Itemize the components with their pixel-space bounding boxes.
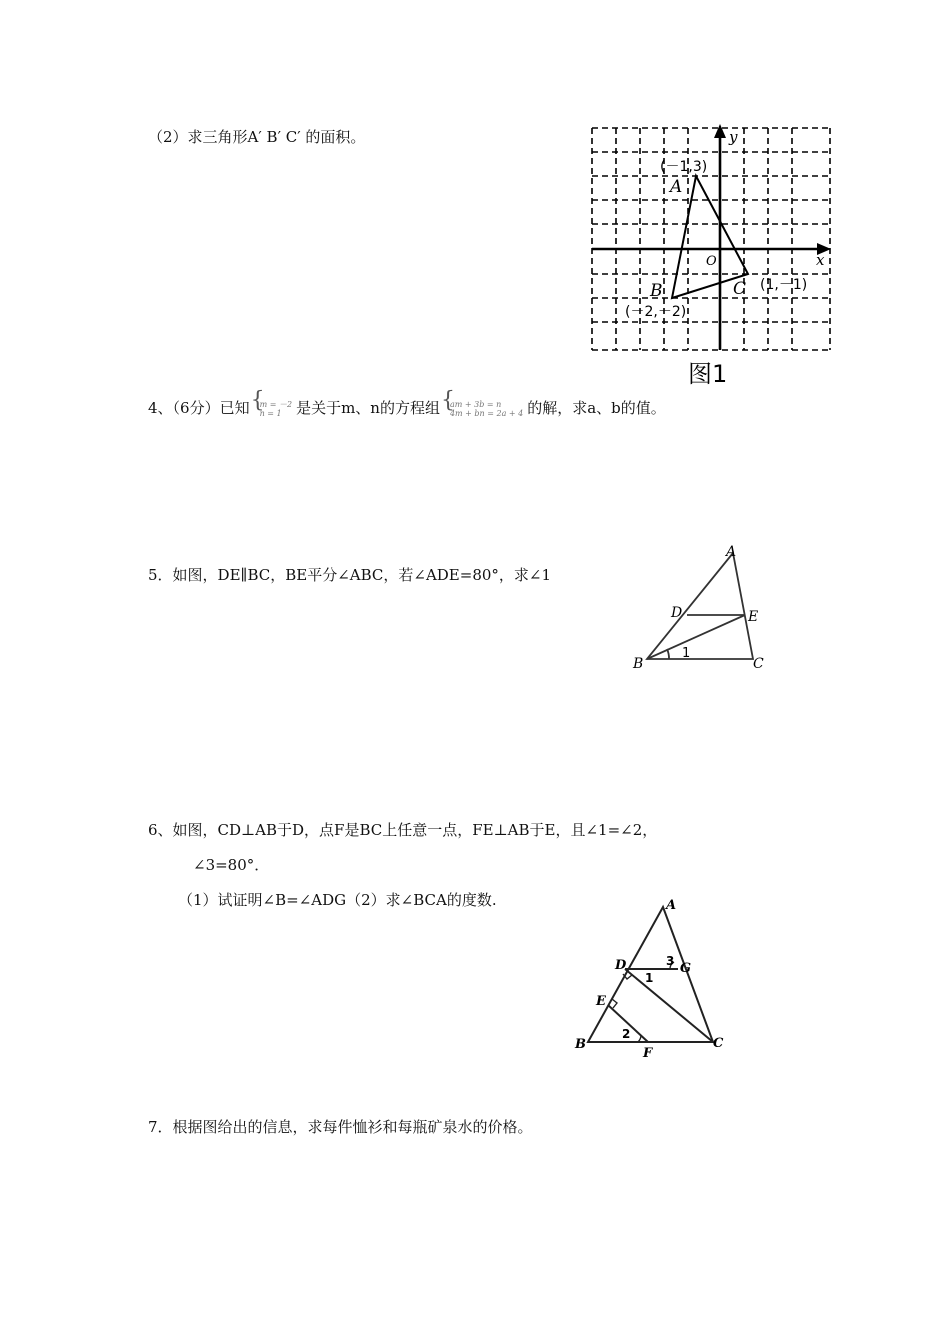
q5-label-A: A [726,544,737,560]
q4-system-1-line-1: m = －2 [259,400,293,409]
point-C-label: C [733,279,747,299]
question-6-line-3: （1）试证明∠B=∠ADG（2）求∠BCA的度数. [178,891,497,909]
figure-1-caption: 图1 [688,360,728,388]
figure-1-coordinate-grid [585,120,835,390]
question-3-part-2: （2）求三角形A′ B′ C′ 的面积。 [148,128,366,146]
coord-C-label: (1,－1) [760,277,808,293]
q5-label-C: C [753,656,764,672]
q6-label-G: G [680,961,692,976]
question-7: 7．根据图给出的信息，求每件恤衫和每瓶矿泉水的价格。 [148,1118,533,1136]
q4-suffix: 的解，求a、b的值。 [527,399,666,417]
x-axis-label: x [816,251,825,269]
q4-system-2 [444,400,523,418]
question-4 [148,398,666,419]
q5-angle-1: 1 [682,646,691,661]
figure-q5-triangle [625,543,775,678]
q6-angle-3: 3 [666,954,675,968]
q6-label-D: D [615,958,627,973]
q4-system-2-line-1: am + 3b = n [449,400,502,409]
q5-label-B: B [633,656,644,672]
coord-A-label: (－1,3) [660,159,708,175]
q4-system-1-line-2: n = 1 [259,409,282,418]
figure-q6-triangle [570,895,730,1065]
q4-prefix: 4、（6分）已知 [148,399,250,417]
point-B-label: B [650,281,663,301]
point-A-label: A [670,177,683,197]
coord-B-label: (－2,－2) [625,304,687,320]
origin-label: O [706,254,717,269]
q5-label-D: D [671,605,683,621]
q6-label-A: A [666,898,677,913]
q4-system-2-line-2: 4m + bn = 2a + 4 [449,409,524,418]
y-axis-label: y [729,128,738,146]
question-5: 5．如图，DE∥BC，BE平分∠ABC，若∠ADE=80°，求∠1 [148,566,552,584]
q6-label-F: F [643,1046,653,1061]
q5-label-E: E [748,609,759,625]
q6-angle-1: 1 [645,971,654,985]
q6-label-B: B [575,1037,586,1052]
q4-middle: 是关于m、n的方程组 [296,399,440,417]
q6-angle-2: 2 [622,1027,631,1041]
q6-label-E: E [596,994,606,1009]
question-6-line-1: 6、如图，CD⊥AB于D，点F是BC上任意一点，FE⊥AB于E，且∠1=∠2， [148,821,658,839]
question-6-line-2: ∠3=80°． [193,856,270,874]
q4-system-1 [254,400,292,418]
q6-label-C: C [713,1036,724,1051]
